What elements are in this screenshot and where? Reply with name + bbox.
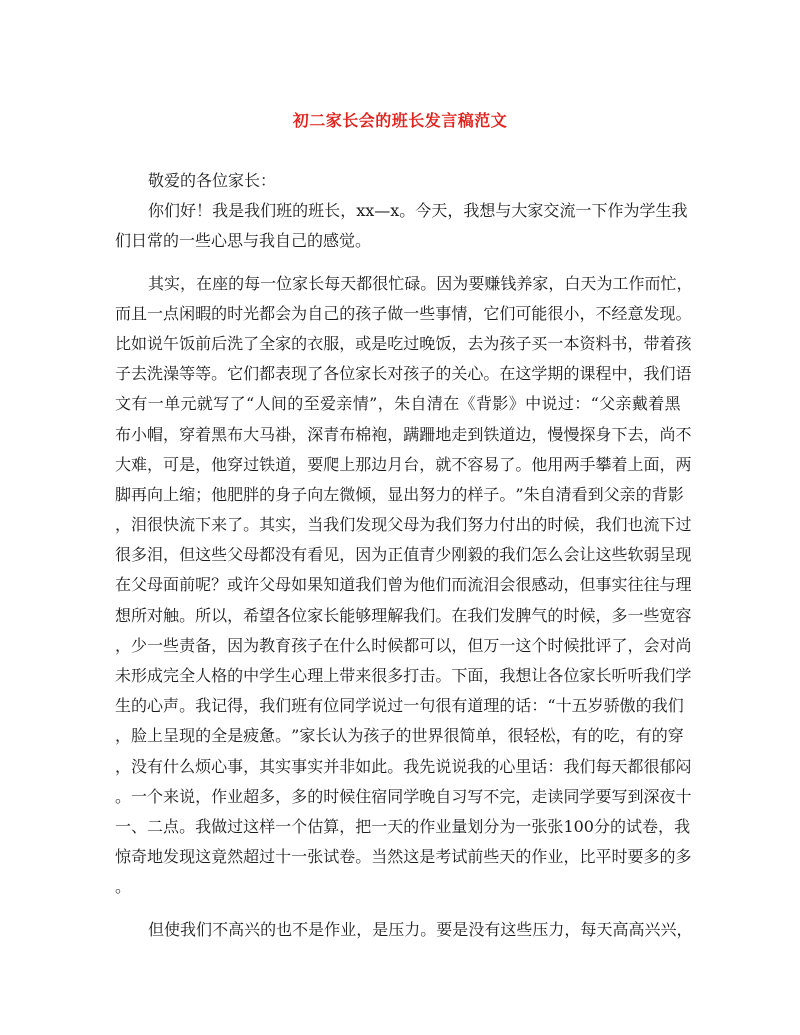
text-line: 比 如 说 午 饭 前 后 洗 了 全 家 的 衣 服 ， 或 是 吃 过 晚 饭 ， 去 为 孩 子 买 一 本 资 料 书 ， 带 着 孩	[115, 333, 692, 353]
text-line: 其 实 ， 在 座 的 每 一 位 家 长 每 天 都 很 忙 碌 。 因 为 要 赚 钱 养 家 ， 白 天 为 工 作 而 忙 ，	[148, 273, 693, 293]
text-line: 大 难 ， 可 是 ， 他 穿 过 铁 道 ， 要 爬 上 那 边 月 台 ， 就 不 容 易 了 。 他 用 两 手 攀 着 上 面 ， 两	[115, 454, 692, 474]
text-line: 生 的 心 声 。 我 记 得 ， 我 们 班 有 位 同 学 说 过 一 句 很 有 道 理 的 话 ： “ 十 五 岁 骄 傲 的 我 们	[115, 696, 684, 716]
text-line: 但 使 我 们 不 高 兴 的 也 不 是 作 业 ， 是 压 力 。 要 是 没 有 这 些 压 力 ， 每 天 高 高 兴 兴 ，	[148, 919, 693, 939]
text-line: 在 父 母 面 前 呢 ？ 或 许 父 母 如 果 知 道 我 们 曾 为 他 们 而 流 泪 会 很 感 动 ， 但 事 实 往 往 与 理	[115, 575, 692, 595]
text-line: ， 泪 很 快 流 下 来 了 。 其 实 ， 当 我 们 发 现 父 母 为 我 们 努 力 付 出 的 时 候 ， 我 们 也 流 下 过	[115, 515, 692, 535]
text-line: 。 一 个 来 说 ， 作 业 超 多 ， 多 的 时 候 住 宿 同 学 晚 自 习 写 不 完 ， 走 读 同 学 要 写 到 深 夜 十	[115, 786, 692, 806]
text-line: 敬爱的各位家长：	[148, 171, 277, 190]
text-line: 未 形 成 完 全 人 格 的 中 学 生 心 理 上 带 来 很 多 打 击 。 下 面 ， 我 想 让 各 位 家 长 听 听 我 们 学	[115, 666, 692, 685]
text-line: 很 多 泪 ， 但 这 些 父 母 都 没 有 看 见 ， 因 为 正 值 青 少 刚 毅 的 我 们 怎 么 会 让 这 些 软 弱 呈 现	[115, 545, 692, 565]
text-line: 一 、 二 点 。 我 做 过 这 样 一 个 估 算 ， 把 一 天 的 作 业 量 划 分 为 一 张 张 100 分 的 试 卷 ， 我	[115, 816, 691, 836]
text-line: 想 所 对 触 。 所 以 ， 希 望 各 位 家 长 能 够 理 解 我 们 。 在 我 们 发 脾 气 的 时 候 ， 多 一 些 宽 容	[115, 605, 692, 625]
text-line: 子 去 洗 澡 等 等 。 它 们 都 表 现 了 各 位 家 长 对 孩 子 的 关 心 。 在 这 学 期 的 课 程 中 ， 我 们 语	[115, 364, 692, 384]
text-line: 而 且 一 点 闲 暇 的 时 光 都 会 为 自 己 的 孩 子 做 一 些 事 情 ， 它 们 可 能 很 小 ， 不 经 意 发 现 。	[115, 303, 692, 323]
document-title: 初二家长会的班长发言稿范文	[292, 111, 508, 130]
text-line: 惊 奇 地 发 现 这 竟 然 超 过 十 一 张 试 卷 。 当 然 这 是 考 试 前 些 天 的 作 业 ， 比 平 时 要 多 的 多	[115, 847, 692, 867]
text-line: 文 有 一 单 元 就 写 了 “ 人 间 的 至 爱 亲 情 ” ， 朱 自 清 在 《 背 影 》 中 说 过 ： “ 父 亲 戴 着 黑	[115, 394, 681, 414]
text-line: 们日常的一些心思与我自己的感觉。	[115, 231, 372, 251]
text-line: 。	[115, 877, 132, 897]
text-line: 布 小 帽 ， 穿 着 黑 布 大 马 褂 ， 深 青 布 棉 袍 ， 蹒 跚 地 走 到 铁 道 边 ， 慢 慢 探 身 下 去 ， 尚 不	[115, 424, 692, 444]
document-body	[115, 166, 693, 945]
text-line: ， 脸 上 呈 现 的 全 是 疲 惫 。 ” 家 长 认 为 孩 子 的 世 界 很 简 单 ， 很 轻 松 ， 有 的 吃 ， 有 的 穿	[115, 726, 684, 746]
text-line: 你 们 好 ！ 我 是 我 们 班 的 班 长 ， xx — x 。 今 天 ， 我 想 与 大 家 交 流 一 下 作 为 学 生 我	[148, 201, 688, 221]
text-line: ， 没 有 什 么 烦 心 事 ， 其 实 事 实 并 非 如 此 。 我 先 说 说 我 的 心 里 话 ： 我 们 每 天 都 很 郁 闷	[115, 756, 692, 776]
text-line: 脚 再 向 上 缩 ； 他 肥 胖 的 身 子 向 左 微 倾 ， 显 出 努 力 的 样 子 。 ” 朱 自 清 看 到 父 亲 的 背 影	[115, 484, 684, 504]
text-line: ， 少 一 些 责 备 ， 因 为 教 育 孩 子 在 什 么 时 候 都 可 以 ， 但 万 一 这 个 时 候 批 评 了 ， 会 对 尚	[115, 635, 692, 655]
